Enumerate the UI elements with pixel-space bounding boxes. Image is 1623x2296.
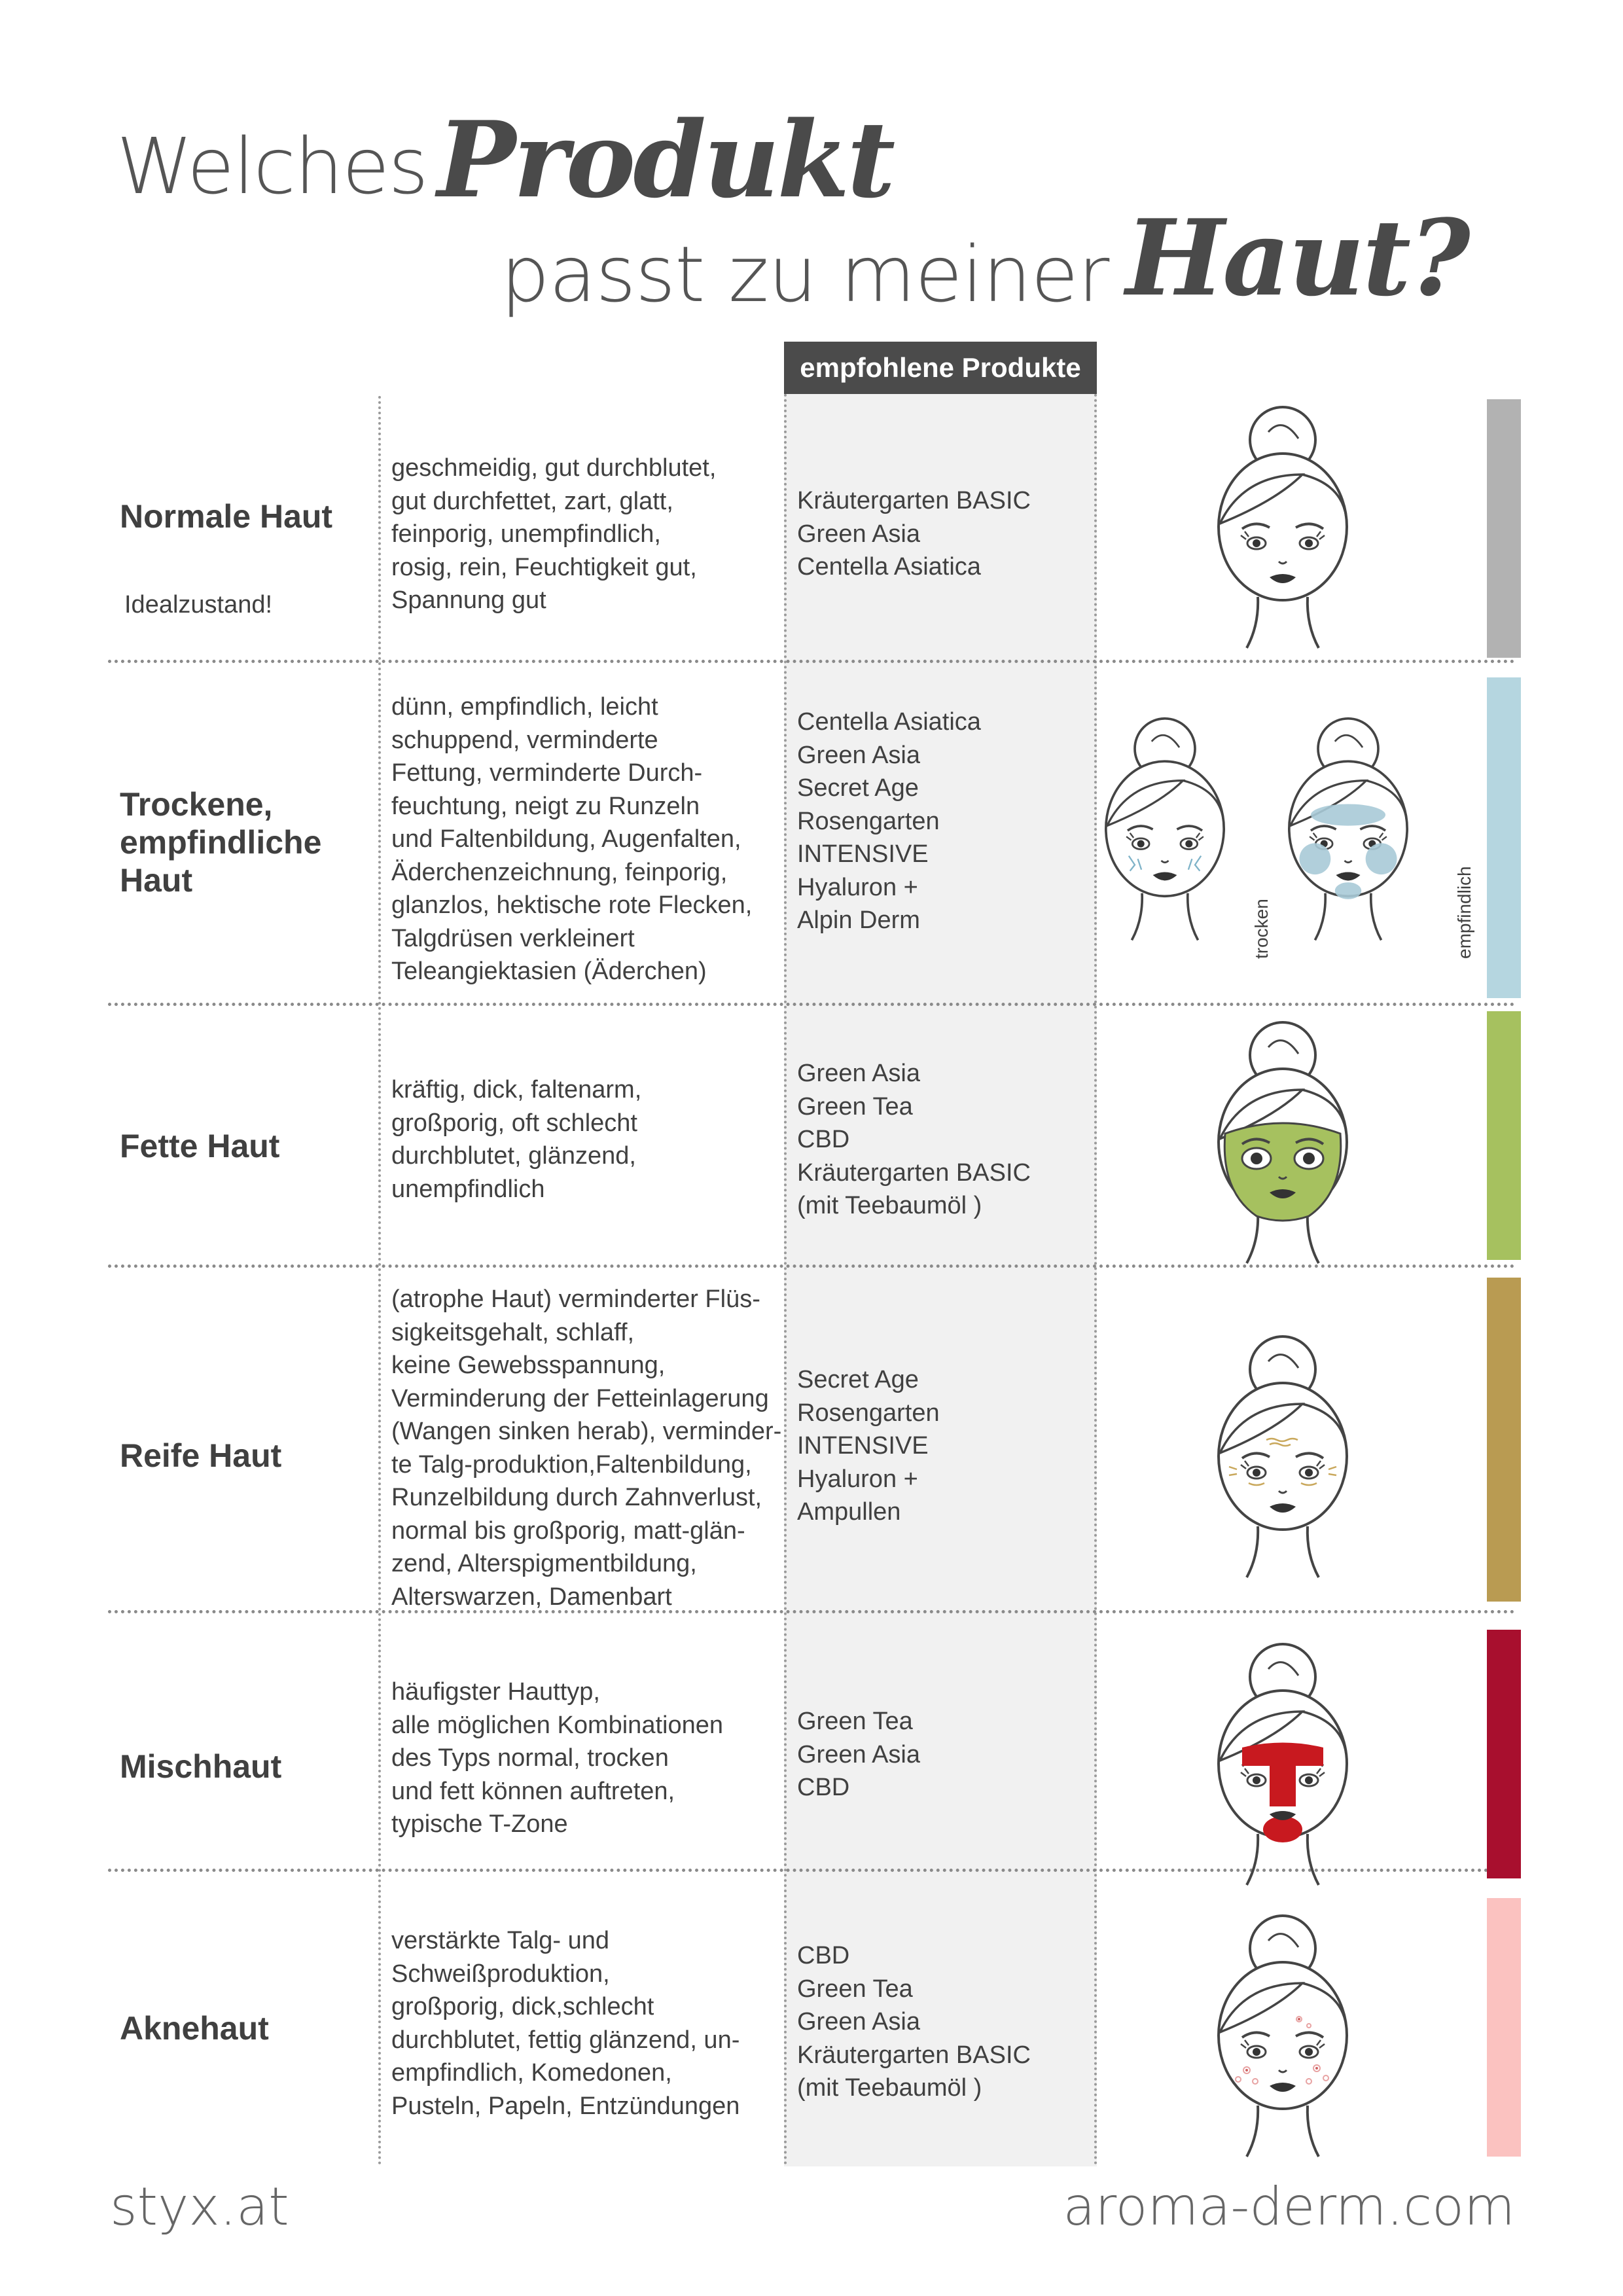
skin-type-label: Mischhaut [120,1748,282,1785]
skin-type-note: Idealzustand! [124,591,273,619]
recommended-products: Green Asia Green Tea CBD Kräutergarten BASIC (mit Teebaumöl ) [797,1060,1031,1219]
woman-face-oily-icon [1219,1022,1347,1263]
woman-face-icon [1219,407,1347,648]
products-column-header: empfohlene Produkte [784,342,1097,394]
skin-type-description: (atrophe Haut) verminderter Flüs- sigkeitsgehalt, schlaff, keine Gewebsspannung, Verminderung der Fetteinlagerung (Wangen sinken herab), verminder- te Talg-produktion,Faltenbildung, Runzelbildung durch Zahnverlust, normal bis großporig, matt-glän- zend, Alterspigmentbildung, Alterswarzen, Damenbart [391,1285,782,1611]
title-line-1: Welches [116,121,427,211]
skin-type-description: häufigster Hauttyp, alle möglichen Kombinationen des Typs normal, trocken und fett können auftreten, typische T-Zone [391,1678,723,1838]
footer-website-right[interactable]: aroma-derm.com [1063,2176,1515,2237]
skin-type-label: Normale Haut [120,498,333,535]
skin-type-description: dünn, empfindlich, leicht schuppend, verminderte Fettung, verminderte Durch- feuchtung, neigt zu Runzeln und Faltenbildung, Augenfalten, Äderchenzeichnung, feinporig, glanzlos, hektische rote Flecken, Talgdrüsen verkleinert Teleangiektasien (Äderchen) [391,693,753,985]
footer-website-left[interactable]: styx.at [110,2176,289,2237]
recommended-products: CBD Green Tea Green Asia Kräutergarten BASIC (mit Teebaumöl ) [797,1942,1031,2102]
face-caption-sensitive: empfindlich [1454,866,1474,959]
recommended-products: Secret Age Rosengarten INTENSIVE Hyaluron + Ampullen [797,1366,940,1526]
skin-type-description: kräftig, dick, faltenarm, großporig, oft schlecht durchblutet, glänzend, unempfindlich [391,1076,642,1203]
title-script-word-2: Haut? [1126,196,1469,319]
skin-type-label: Reife Haut [120,1437,282,1474]
recommended-products: Kräutergarten BASIC Green Asia Centella Asiatica [797,487,1031,581]
skin-type-description: geschmeidig, gut durchblutet, gut durchfettet, zart, glatt, feinporig, unempfindlich, rosig, rein, Feuchtigkeit gut, Spannung gut [391,454,717,614]
woman-face-dry-icon [1106,719,1224,941]
recommended-products: Green Tea Green Asia CBD [797,1708,920,1801]
title-script-word-1: Produkt [437,98,893,221]
woman-face-sensitive-icon [1289,719,1407,941]
woman-face-tzone-icon [1219,1644,1347,1885]
woman-face-acne-icon [1219,1916,1347,2157]
skin-type-description: verstärkte Talg- und Schweißproduktion, großporig, dick,schlecht durchblutet, fettig glänzend, un- empfindlich, Komedonen, Pusteln, Papeln, Entzündungen [391,1927,740,2120]
skin-type-label: Trockene, empfindliche Haut [120,786,322,899]
face-caption-dry: trocken [1251,899,1272,959]
title-line-2: passt zu meiner [501,229,1109,319]
skin-type-label: Aknehaut [120,2010,269,2047]
recommended-products: Centella Asiatica Green Asia Secret Age Rosengarten INTENSIVE Hyaluron + Alpin Derm [797,708,981,934]
woman-face-mature-icon [1219,1336,1347,1577]
skin-type-label: Fette Haut [120,1128,280,1164]
